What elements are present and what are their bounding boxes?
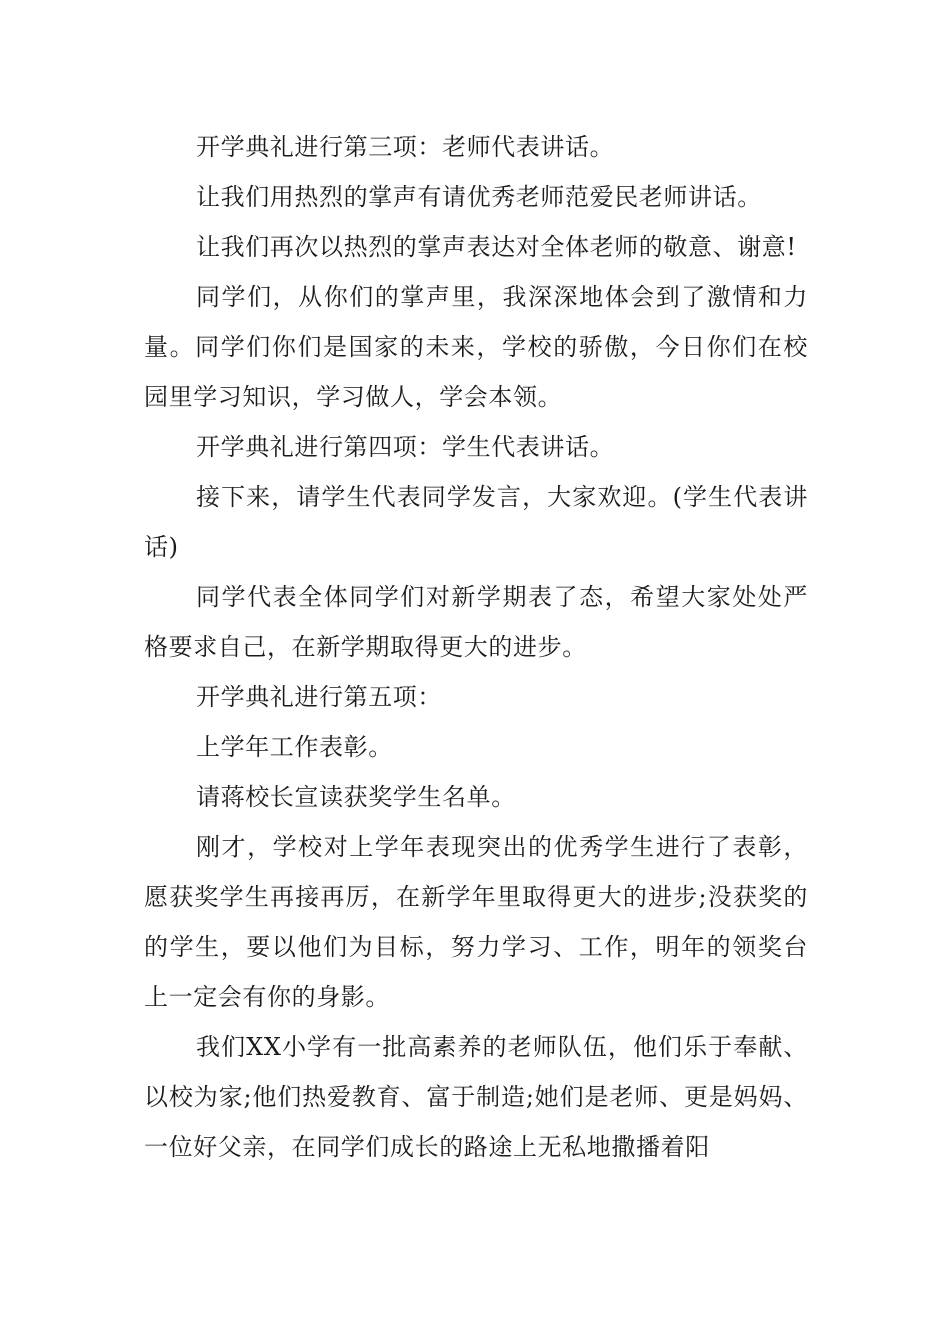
paragraph-8: 开学典礼进行第五项： — [196, 683, 442, 711]
paragraph-10: 请蒋校长宣读获奖学生名单。 — [196, 783, 516, 811]
paragraph-5: 开学典礼进行第四项：学生代表讲话。 — [196, 433, 615, 461]
paragraph-7: 同学代表全体同学们对新学期表了态，希望大家处处严格要求自己，在新学期取得更大的进步。 — [144, 583, 808, 661]
paragraph-2: 让我们用热烈的掌声有请优秀老师范爱民老师讲话。 — [196, 183, 762, 211]
paragraph-12: 我们XX小学有一批高素养的老师队伍，他们乐于奉献、以校为家;他们热爱教育、富于制造;她们是老师、更是妈妈、一位好父亲，在同学们成长的路途上无私地撒播着阳 — [144, 1033, 808, 1161]
document-body — [144, 122, 808, 1172]
paragraph-3: 让我们再次以热烈的掌声表达对全体老师的敬意、谢意! — [196, 233, 797, 261]
paragraph-1: 开学典礼进行第三项：老师代表讲话。 — [196, 133, 615, 161]
paragraph-6: 接下来，请学生代表同学发言，大家欢迎。(学生代表讲话) — [144, 483, 808, 561]
paragraph-11: 刚才，学校对上学年表现突出的优秀学生进行了表彰，愿获奖学生再接再厉，在新学年里取得更大的进步;没获奖的的学生，要以他们为目标，努力学习、工作，明年的领奖台上一定会有你的身影。 — [144, 833, 808, 1011]
paragraph-9: 上学年工作表彰。 — [196, 733, 393, 761]
paragraph-4: 同学们，从你们的掌声里，我深深地体会到了激情和力量。同学们你们是国家的未来，学校的骄傲，今日你们在校园里学习知识，学习做人，学会本领。 — [144, 283, 808, 411]
